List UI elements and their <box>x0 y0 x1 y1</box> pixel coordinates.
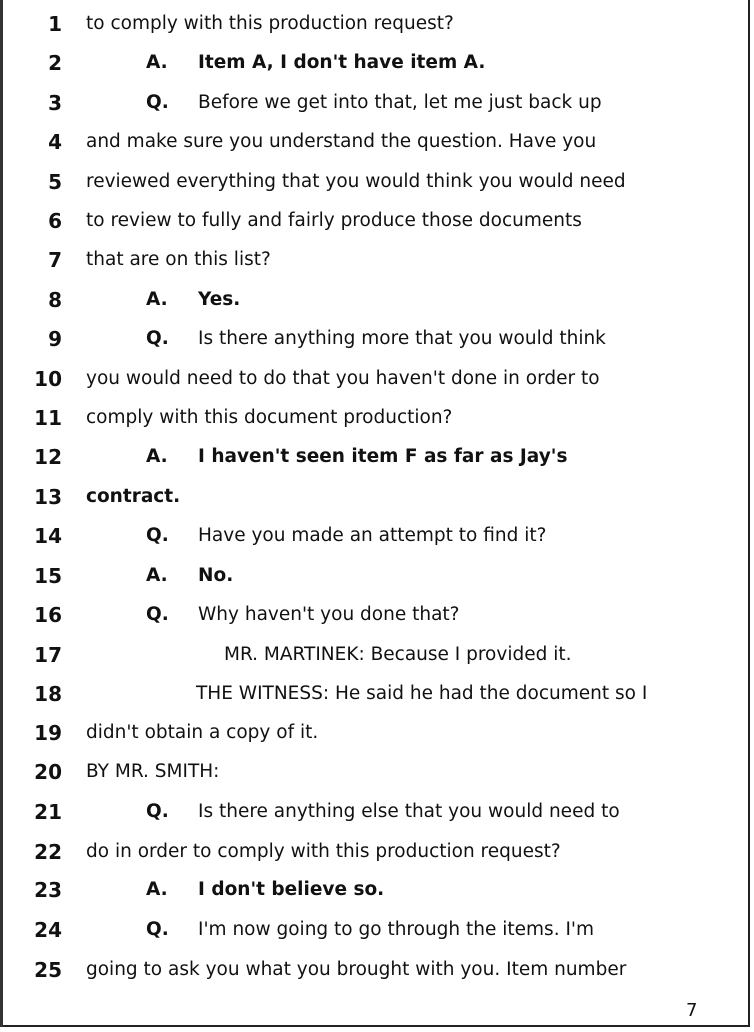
answer-text: Item A, I don't have item A. <box>198 52 486 73</box>
line-number: 13 <box>34 485 62 509</box>
question-marker: Q. <box>146 604 169 625</box>
transcript-line-13 <box>0 482 754 512</box>
line-text <box>146 285 240 315</box>
line-text: didn't obtain a copy of it. <box>86 722 319 743</box>
question-marker: Q. <box>146 801 169 822</box>
question-marker: Q. <box>146 525 169 546</box>
line-text <box>146 915 594 945</box>
line-text: THE WITNESS: He said he had the document so I <box>196 683 648 704</box>
transcript-line-19 <box>0 718 754 748</box>
question-marker: Q. <box>146 919 169 940</box>
transcript-line-25 <box>0 955 754 985</box>
answer-text: I haven't seen item F as far as Jay's <box>198 446 568 467</box>
line-number: 15 <box>34 564 62 588</box>
line-number: 3 <box>48 91 62 115</box>
line-number: 5 <box>48 170 62 194</box>
line-number: 22 <box>34 840 62 864</box>
transcript-line-9 <box>0 324 754 354</box>
transcript-line-11 <box>0 403 754 433</box>
line-number: 7 <box>48 248 62 272</box>
question-text: I'm now going to go through the items. I'm <box>198 919 595 940</box>
line-text <box>146 521 546 551</box>
line-text <box>146 88 602 118</box>
line-number: 6 <box>48 209 62 233</box>
transcript-line-2 <box>0 48 754 78</box>
line-text: do in order to comply with this production request? <box>86 841 561 862</box>
transcript-line-7 <box>0 245 754 275</box>
line-text <box>146 600 460 630</box>
line-text <box>146 324 606 354</box>
answer-marker: A. <box>146 289 168 310</box>
line-text: BY MR. SMITH: <box>86 761 220 782</box>
line-number: 17 <box>34 643 62 667</box>
transcript-line-5 <box>0 167 754 197</box>
transcript-line-21 <box>0 797 754 827</box>
line-number: 8 <box>48 288 62 312</box>
question-marker: Q. <box>146 328 169 349</box>
line-text: contract. <box>86 486 181 507</box>
line-number: 4 <box>48 130 62 154</box>
transcript-line-1 <box>0 9 754 39</box>
question-marker: Q. <box>146 92 169 113</box>
transcript-line-20 <box>0 757 754 787</box>
line-number: 24 <box>34 918 62 942</box>
question-text: Before we get into that, let me just back up <box>198 92 602 113</box>
line-text: going to ask you what you brought with you. Item number <box>86 959 627 980</box>
transcript-line-10 <box>0 364 754 394</box>
line-number: 18 <box>34 682 62 706</box>
transcript-line-14 <box>0 521 754 551</box>
answer-marker: A. <box>146 446 168 467</box>
transcript-line-16 <box>0 600 754 630</box>
line-text: that are on this list? <box>86 249 271 270</box>
page-number: 7 <box>686 1000 698 1021</box>
transcript-line-22 <box>0 837 754 867</box>
line-text: comply with this document production? <box>86 407 453 428</box>
line-number: 11 <box>34 406 62 430</box>
line-text: and make sure you understand the question. Have you <box>86 131 597 152</box>
transcript-line-3 <box>0 88 754 118</box>
line-number: 12 <box>34 445 62 469</box>
line-text: reviewed everything that you would think you would need <box>86 171 626 192</box>
answer-marker: A. <box>146 565 168 586</box>
transcript-line-12 <box>0 442 754 472</box>
line-number: 14 <box>34 524 62 548</box>
line-number: 10 <box>34 367 62 391</box>
answer-text: Yes. <box>198 289 241 310</box>
transcript-line-23 <box>0 875 754 905</box>
answer-marker: A. <box>146 52 168 73</box>
line-number: 25 <box>34 958 62 982</box>
line-text: MR. MARTINEK: Because I provided it. <box>224 644 572 665</box>
line-text <box>146 875 384 905</box>
question-text: Have you made an attempt to find it? <box>198 525 547 546</box>
line-number: 16 <box>34 603 62 627</box>
transcript-line-24 <box>0 915 754 945</box>
line-text <box>146 797 620 827</box>
line-number: 23 <box>34 878 62 902</box>
line-number: 9 <box>48 327 62 351</box>
line-number: 1 <box>48 12 62 36</box>
line-number: 19 <box>34 721 62 745</box>
line-text <box>146 48 485 78</box>
answer-text: I don't believe so. <box>198 879 385 900</box>
line-text: to comply with this production request? <box>86 13 454 34</box>
answer-marker: A. <box>146 879 168 900</box>
transcript-line-15 <box>0 561 754 591</box>
question-text: Is there anything more that you would think <box>198 328 606 349</box>
transcript-line-8 <box>0 285 754 315</box>
transcript-line-18 <box>0 679 754 709</box>
question-text: Is there anything else that you would need to <box>198 801 620 822</box>
transcript-line-6 <box>0 206 754 236</box>
transcript-line-4 <box>0 127 754 157</box>
line-text: you would need to do that you haven't done in order to <box>86 368 600 389</box>
line-number: 2 <box>48 51 62 75</box>
question-text: Why haven't you done that? <box>198 604 460 625</box>
line-text: to review to fully and fairly produce those documents <box>86 210 582 231</box>
transcript-line-17 <box>0 640 754 670</box>
line-text <box>146 442 567 472</box>
line-number: 20 <box>34 760 62 784</box>
answer-text: No. <box>198 565 234 586</box>
line-text <box>146 561 233 591</box>
line-number: 21 <box>34 800 62 824</box>
